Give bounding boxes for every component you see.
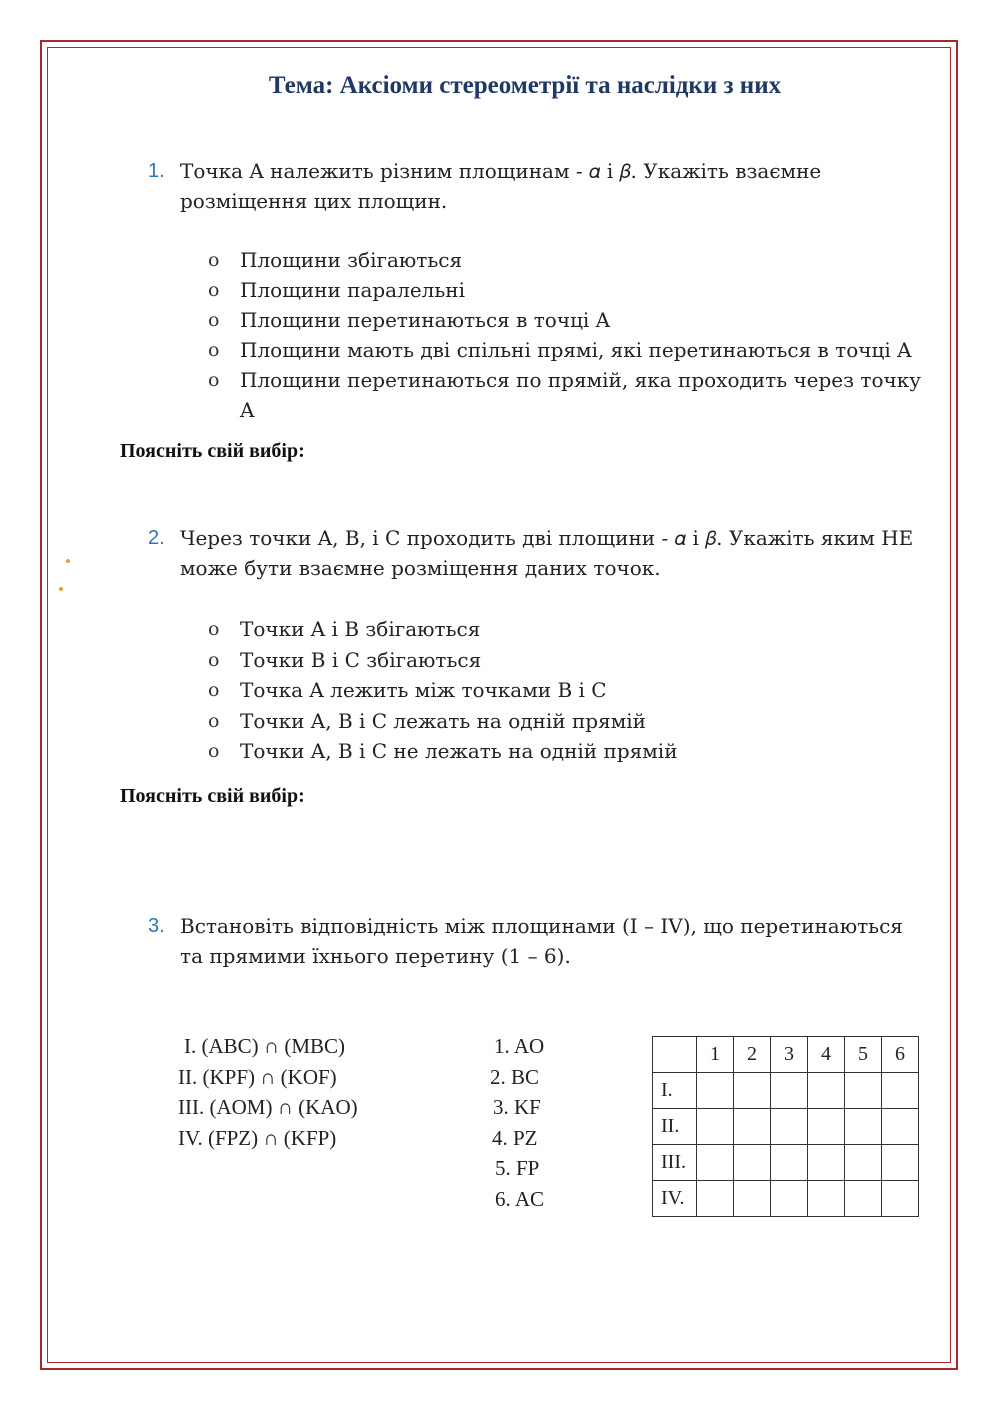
question-1-options: [208, 245, 928, 425]
option[interactable]: [208, 614, 928, 645]
question-1-text: Точка A належить різним площинам - 𝛼 і 𝛽. Укажіть взаємне розміщення цих площин.: [180, 159, 822, 213]
option-label: Площини мають дві спільні прямі, які перетинаються в точці A: [240, 338, 912, 362]
row-header: IV.: [653, 1181, 697, 1217]
answer-cell[interactable]: [734, 1073, 771, 1109]
plane-item: I. (ABC) ∩ (MBC): [184, 1034, 345, 1058]
option-label: Площини перетинаються по прямій, яка проходить через точку A: [240, 368, 922, 422]
option-label: Площини збігаються: [240, 248, 463, 272]
option[interactable]: [208, 335, 928, 365]
answer-cell[interactable]: [845, 1145, 882, 1181]
option[interactable]: [208, 245, 928, 275]
table-row: [653, 1109, 919, 1145]
answer-cell[interactable]: [808, 1181, 845, 1217]
plane-item: II. (KPF) ∩ (KOF): [178, 1064, 337, 1089]
option-label: Точки B і C збігаються: [240, 647, 482, 672]
answer-cell[interactable]: [808, 1073, 845, 1109]
radio-bullet-icon: o: [208, 740, 220, 763]
table-header-row: [653, 1037, 919, 1073]
question-2-options: [208, 614, 928, 767]
answer-cell[interactable]: [771, 1073, 808, 1109]
option[interactable]: [208, 275, 928, 305]
column-header: 3: [771, 1037, 808, 1073]
answer-cell[interactable]: [808, 1145, 845, 1181]
row-header: II.: [653, 1109, 697, 1145]
table-corner-cell: [653, 1037, 697, 1073]
answer-cell[interactable]: [882, 1181, 919, 1217]
option-label: Точки A і B збігаються: [240, 617, 481, 641]
radio-bullet-icon: o: [208, 309, 220, 331]
radio-bullet-icon: o: [208, 339, 220, 361]
planes-list: [178, 1031, 358, 1153]
question-3: [148, 911, 918, 971]
answer-cell[interactable]: [697, 1073, 734, 1109]
column-header: 4: [808, 1037, 845, 1073]
radio-bullet-icon: o: [208, 279, 220, 301]
option-label: Точка A лежить між точками B і C: [240, 678, 607, 703]
answer-table: [652, 1036, 919, 1217]
question-2: [148, 523, 918, 583]
option[interactable]: [208, 645, 928, 676]
line-item: 6. AC: [495, 1186, 545, 1211]
answer-cell[interactable]: [771, 1181, 808, 1217]
row-header: III.: [653, 1145, 697, 1181]
answer-cell[interactable]: [845, 1073, 882, 1109]
option-label: Площини перетинаються в точці A: [240, 308, 611, 332]
table-row: [653, 1145, 919, 1181]
table-row: [653, 1073, 919, 1109]
plane-item: III. (AOM) ∩ (KAO): [178, 1095, 358, 1120]
answer-cell[interactable]: [697, 1109, 734, 1145]
question-1-explain-label: Поясніть свій вибір:: [120, 440, 305, 462]
column-header: 2: [734, 1037, 771, 1073]
answer-cell[interactable]: [734, 1109, 771, 1145]
answer-cell[interactable]: [697, 1145, 734, 1181]
answer-cell[interactable]: [734, 1181, 771, 1217]
column-header: 1: [697, 1037, 734, 1073]
radio-bullet-icon: o: [208, 709, 220, 732]
answer-cell[interactable]: [845, 1109, 882, 1145]
page-title: Тема: Аксіоми стереометрії та наслідки з них: [268, 72, 782, 99]
decorative-dot: [66, 559, 70, 563]
line-item: 3. KF: [493, 1095, 541, 1120]
option[interactable]: [208, 706, 928, 737]
column-header: 5: [845, 1037, 882, 1073]
column-header: 6: [882, 1037, 919, 1073]
question-2-number: 2.: [148, 527, 165, 549]
answer-cell[interactable]: [771, 1109, 808, 1145]
option-label: Площини паралельні: [240, 278, 465, 302]
line-item: 2. BC: [490, 1064, 540, 1089]
option-label: Точки A, B і C не лежать на одній прямій: [240, 739, 678, 764]
line-item: 4. PZ: [492, 1125, 538, 1150]
line-item: 1. AO: [494, 1034, 545, 1058]
answer-cell[interactable]: [882, 1073, 919, 1109]
radio-bullet-icon: o: [208, 618, 220, 640]
question-2-explain-label: Поясніть свій вибір:: [120, 785, 305, 807]
question-3-number: 3.: [148, 915, 165, 937]
answer-cell[interactable]: [808, 1109, 845, 1145]
radio-bullet-icon: o: [208, 679, 220, 702]
answer-cell[interactable]: [845, 1181, 882, 1217]
option[interactable]: [208, 675, 928, 706]
option[interactable]: [208, 365, 928, 425]
option[interactable]: [208, 736, 928, 767]
option[interactable]: [208, 305, 928, 335]
question-1-number: 1.: [148, 160, 165, 182]
question-3-text: Встановіть відповідність між площинами (I – IV), що перетинаються та прямими їхнього перетину (1 – 6).: [180, 914, 903, 968]
radio-bullet-icon: o: [208, 249, 220, 271]
answer-cell[interactable]: [771, 1145, 808, 1181]
radio-bullet-icon: o: [208, 648, 220, 671]
table-row: [653, 1181, 919, 1217]
question-1: [148, 156, 918, 216]
lines-list: [490, 1031, 544, 1215]
radio-bullet-icon: o: [208, 369, 220, 391]
row-header: I.: [653, 1073, 697, 1109]
answer-cell[interactable]: [697, 1181, 734, 1217]
plane-item: IV. (FPZ) ∩ (KFP): [178, 1125, 337, 1150]
answer-cell[interactable]: [734, 1145, 771, 1181]
option-label: Точки A, B і C лежать на одній прямій: [240, 708, 647, 733]
answer-cell[interactable]: [882, 1145, 919, 1181]
question-2-text: Через точки A, B, і C проходить дві площини - 𝛼 і 𝛽. Укажіть яким НЕ може бути взаємне розміщення даних точок.: [180, 526, 914, 580]
answer-cell[interactable]: [882, 1109, 919, 1145]
decorative-dot: [59, 587, 63, 591]
line-item: 5. FP: [495, 1156, 540, 1181]
